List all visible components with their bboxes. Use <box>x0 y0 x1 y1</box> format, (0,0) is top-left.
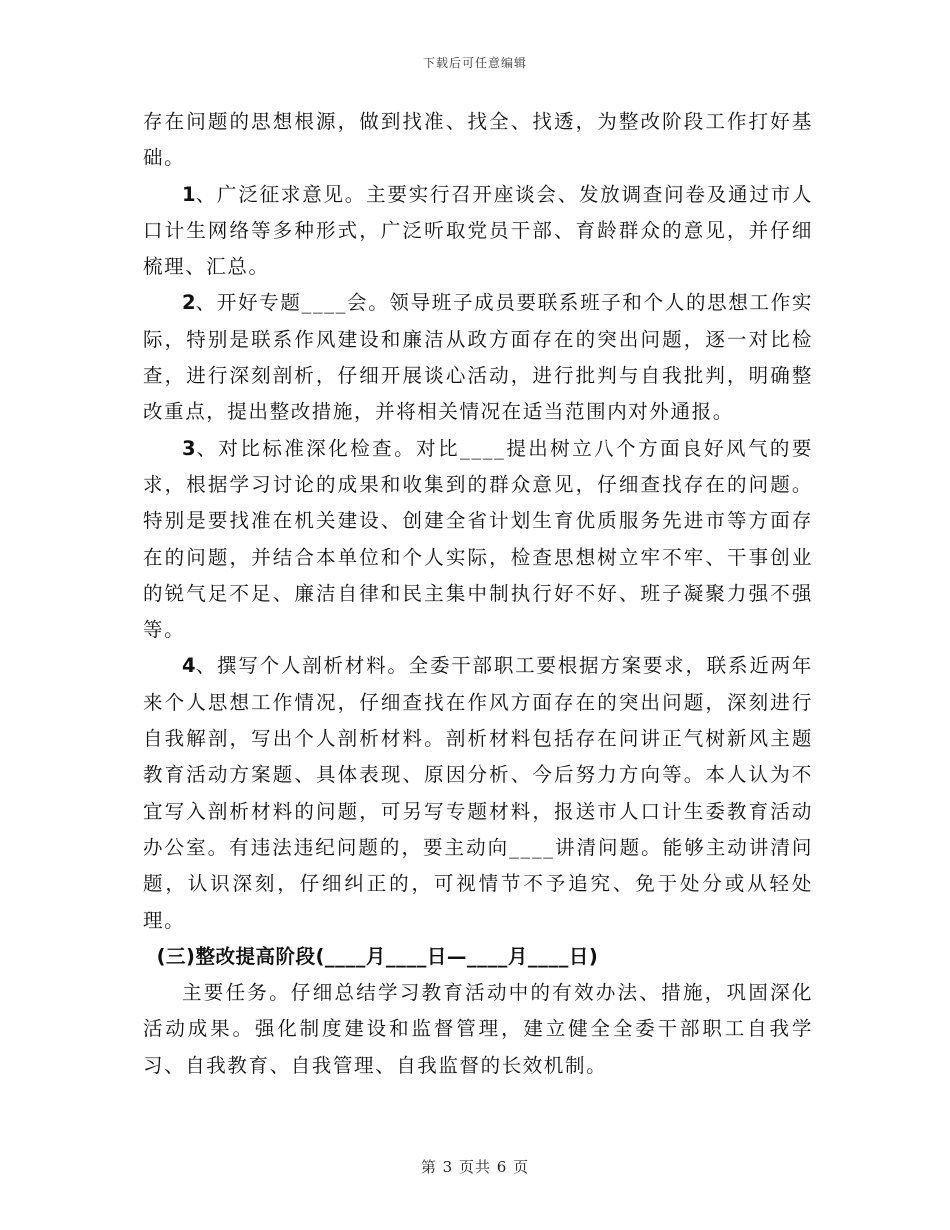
document-body <box>143 104 813 1084</box>
item-number: 2 <box>182 291 196 315</box>
paragraph-main-task: 主要任务。仔细总结学习教育活动中的有效办法、措施，巩固深化活动成果。强化制度建设和监督管理，建立健全全委干部职工自我学习、自我教育、自我管理、自我监督的长效机制。 <box>143 981 813 1077</box>
item-text: 、对比标准深化检查。对比____提出树立八个方面良好风气的要求，根据学习讨论的成果和收集到的群众意见，仔细查找存在的问题。特别是要找准在机关建设、创建全省计划生育优质服务先进市等方面存在的问题，并结合本单位和个人实际，检查思想树立牢不牢、干事创业的锐气足不足、廉洁自律和民主集中制执行好不好、班子凝聚力强不强等。 <box>143 436 813 642</box>
section-heading: (三)整改提高阶段(____月____日—____月____日) <box>156 944 599 968</box>
item-number: 3 <box>182 436 196 460</box>
paragraph-item-3 <box>143 431 813 649</box>
item-text: 、开好专题____会。领导班子成员要联系班子和个人的思想工作实际，特别是联系作风建设和廉洁从政方面存在的突出问题，逐一对比检查，进行深刻剖析，仔细开展谈心活动，进行批判与自我批判，明确整改重点，提出整改措施，并将相关情况在适当范围内对外通报。 <box>143 291 813 424</box>
paragraph-continuation: 存在问题的思想根源，做到找准、找全、找透，为整改阶段工作打好基础。 <box>143 110 813 170</box>
paragraph-item-1 <box>143 177 813 286</box>
paragraph-item-2 <box>143 285 813 430</box>
item-text: 、广泛征求意见。主要实行召开座谈会、发放调查问卷及通过市人口计生网络等多种形式，广泛听取党员干部、育龄群众的意见，并仔细梳理、汇总。 <box>143 182 813 279</box>
item-number: 4 <box>182 654 196 678</box>
page-footer: 第 3 页共 6 页 <box>420 1158 530 1176</box>
item-number: 1 <box>182 182 196 206</box>
item-text: 、撰写个人剖析材料。全委干部职工要根据方案要求，联系近两年来个人思想工作情况，仔细查找在作风方面存在的突出问题，深刻进行自我解剖，写出个人剖析材料。剖析材料包括存在问讲正气树新风主题教育活动方案题、具体表现、原因分析、今后努力方向等。本人认为不宜写入剖析材料的问题，可另写专题材料，报送市人口计生委教育活动办公室。有违法违纪问题的，要主动向____讲清问题。能够主动讲清问题，认识深刻，仔细纠正的，可视情节不予追究、免于处分或从轻处理。 <box>143 654 813 932</box>
page-header: 下载后可任意编辑 <box>422 56 527 70</box>
paragraph-item-4 <box>143 648 813 938</box>
